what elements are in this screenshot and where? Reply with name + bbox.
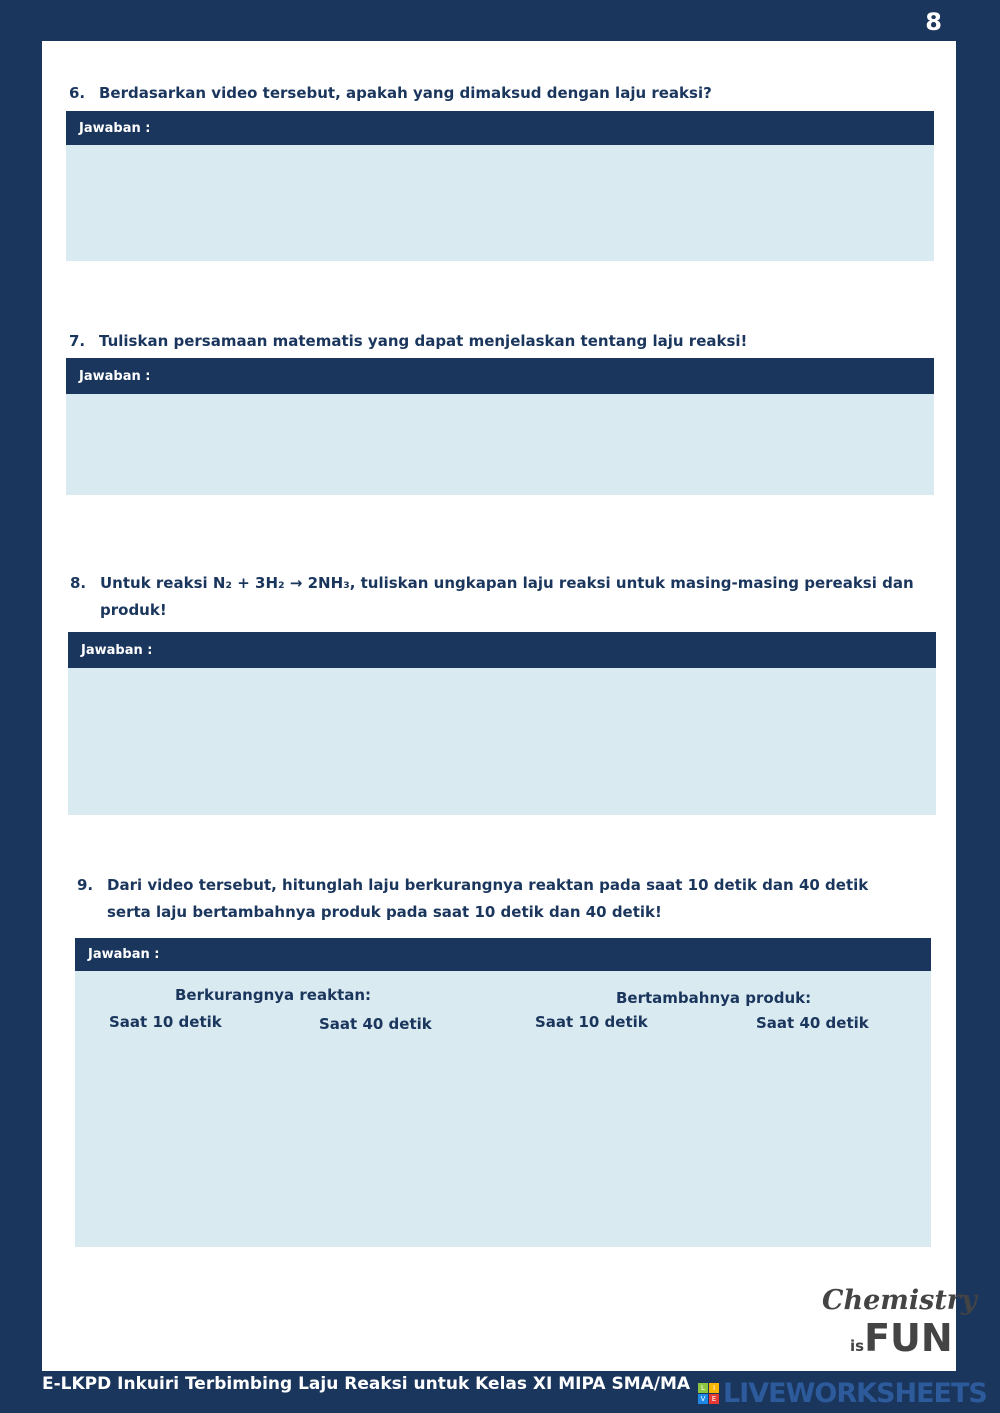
question-7: 7. Tuliskan persamaan matematis yang dapat menjelaskan tentang laju reaksi! <box>69 332 748 350</box>
question-6: 6. Berdasarkan video tersebut, apakah yang dimaksud dengan laju reaksi? <box>69 84 712 102</box>
reactant-t10-label: Saat 10 detik <box>109 1013 222 1031</box>
answer-header-7: Jawaban : <box>66 358 934 394</box>
answer-header-8: Jawaban : <box>68 632 936 668</box>
liveworksheets-logo-icon: L I V E <box>698 1383 719 1404</box>
liveworksheets-watermark: L I V E LIVEWORKSHEETS <box>698 1378 987 1409</box>
product-t40-label: Saat 40 detik <box>756 1014 869 1032</box>
answer-field-8[interactable] <box>68 668 936 815</box>
question-9: 9. Dari video tersebut, hitunglah laju berkurangnya reaktan pada saat 10 detik dan 40 detik serta laju bertambahnya produk pada saat 10 detik dan 40 detik! <box>77 876 869 921</box>
answer-header-9: Jawaban : <box>75 938 931 971</box>
answer-header-6: Jawaban : <box>66 111 934 145</box>
reactant-heading: Berkurangnya reaktan: <box>175 986 372 1004</box>
reactant-t40-label: Saat 40 detik <box>319 1015 432 1033</box>
product-t10-label: Saat 10 detik <box>535 1013 648 1031</box>
product-heading: Bertambahnya produk: <box>616 989 812 1007</box>
answer-field-7[interactable] <box>66 394 934 495</box>
question-8: 8. Untuk reaksi N₂ + 3H₂ → 2NH₃, tuliskan ungkapan laju reaksi untuk masing-masing pereaksi dan produk! <box>70 574 914 619</box>
answer-field-6[interactable] <box>66 145 934 261</box>
page-number: 8 <box>925 8 942 36</box>
chemistry-is-fun-logo: Chemistry isFUN <box>822 1285 977 1360</box>
footer-title: E-LKPD Inkuiri Terbimbing Laju Reaksi untuk Kelas XI MIPA SMA/MA <box>42 1374 691 1394</box>
